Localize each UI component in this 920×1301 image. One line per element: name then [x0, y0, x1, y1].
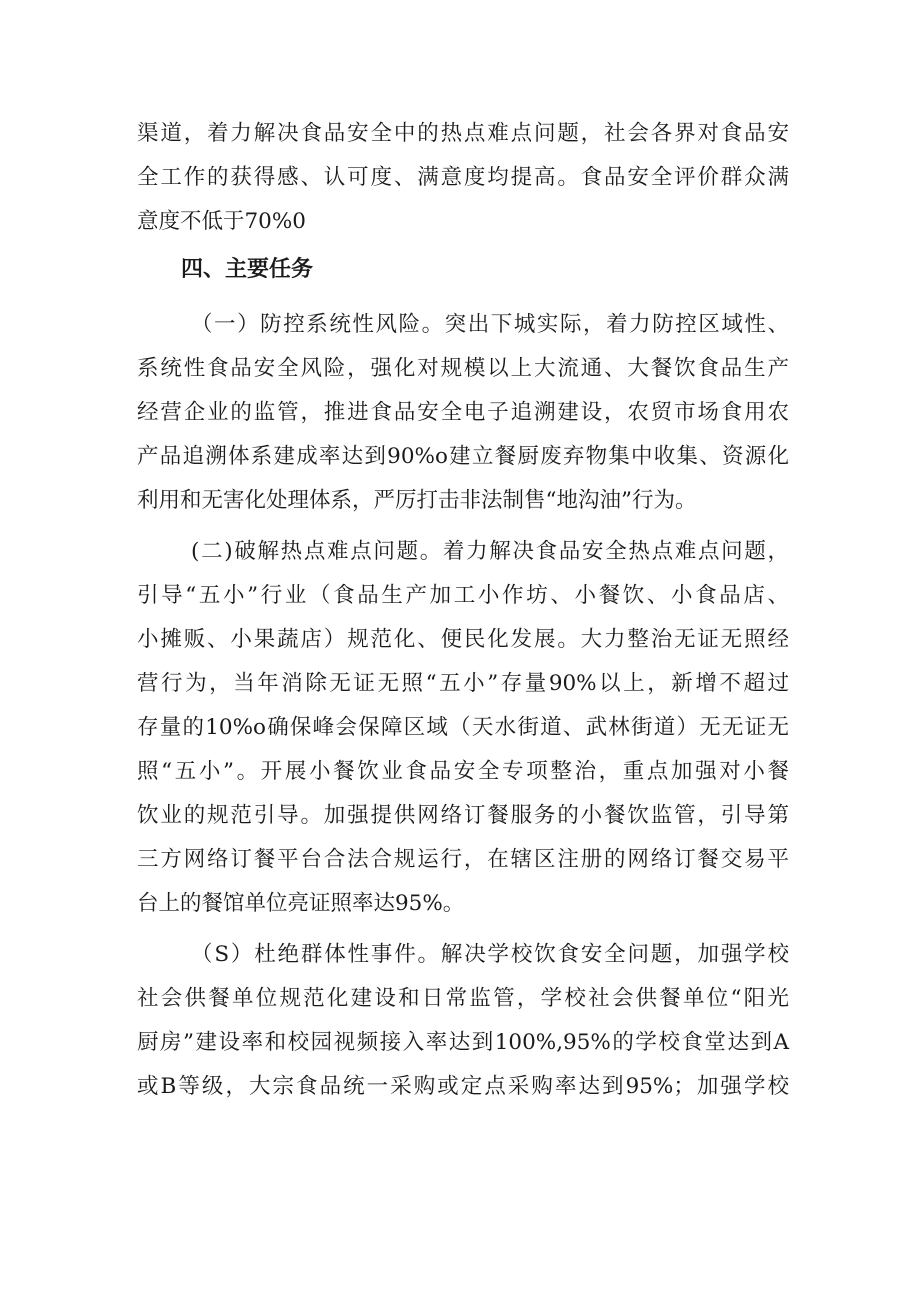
text-line: 三方网络订餐平台合法合规运行，在辖区注册的网络订餐交易平	[137, 847, 789, 872]
paragraph-task-2	[137, 530, 789, 926]
paragraph-task-1	[137, 303, 789, 523]
text-line: 存量的10%o确保峰会保障区域（天水街道、武林街道）无无证无	[137, 715, 789, 740]
text-line: 照“五小”。开展小餐饮业食品安全专项整治，重点加强对小餐	[137, 759, 789, 784]
intro-paragraph	[137, 112, 789, 244]
text-line: 或B等级，大宗食品统一采购或定点采购率达到95%；加强学校	[137, 1074, 789, 1099]
text-line: 台上的餐馆单位亮证照率达95%。	[137, 891, 465, 916]
text-line: 系统性食品安全风险，强化对规模以上大流通、大餐饮食品生产	[137, 356, 789, 381]
text-line: 饮业的规范引导。加强提供网络订餐服务的小餐饮监管，引导第	[137, 803, 789, 828]
text-line: （一）防控系统性风险。突出下城实际，着力防控区域性、	[191, 312, 789, 337]
text-line: 利用和无害化处理体系，严厉打击非法制售“地沟油”行为。	[137, 488, 697, 513]
text-line: （S）杜绝群体性事件。解决学校饮食安全问题，加强学校	[191, 942, 789, 967]
document-page	[137, 112, 789, 1109]
text-line: 社会供餐单位规范化建设和日常监管，学校社会供餐单位“阳光	[137, 986, 789, 1011]
text-line: 厨房”建设率和校园视频接入率达到100%,95%的学校食堂达到A	[137, 1030, 789, 1055]
text-line: 意度不低于70%0	[137, 209, 306, 234]
text-line: (二)破解热点难点问题。着力解决食品安全热点难点问题，	[191, 539, 789, 564]
paragraph-task-3	[137, 933, 789, 1109]
text-line: 渠道，着力解决食品安全中的热点难点问题，社会各界对食品安	[137, 121, 789, 146]
text-line: 小摊贩、小果蔬店）规范化、便民化发展。大力整治无证无照经	[137, 627, 789, 652]
text-line: 产品追溯体系建成率达到90%o建立餐厨废弃物集中收集、资源化	[137, 444, 789, 469]
section-heading: 四、主要任务	[181, 257, 314, 282]
text-line: 营行为，当年消除无证无照“五小”存量90%以上，新增不超过	[137, 671, 789, 696]
text-line: 全工作的获得感、认可度、满意度均提高。食品安全评价群众满	[137, 165, 789, 190]
text-line: 经营企业的监管，推进食品安全电子追溯建设，农贸市场食用农	[137, 400, 789, 425]
text-line: 引导“五小”行业（食品生产加工小作坊、小餐饮、小食品店、	[137, 583, 789, 608]
